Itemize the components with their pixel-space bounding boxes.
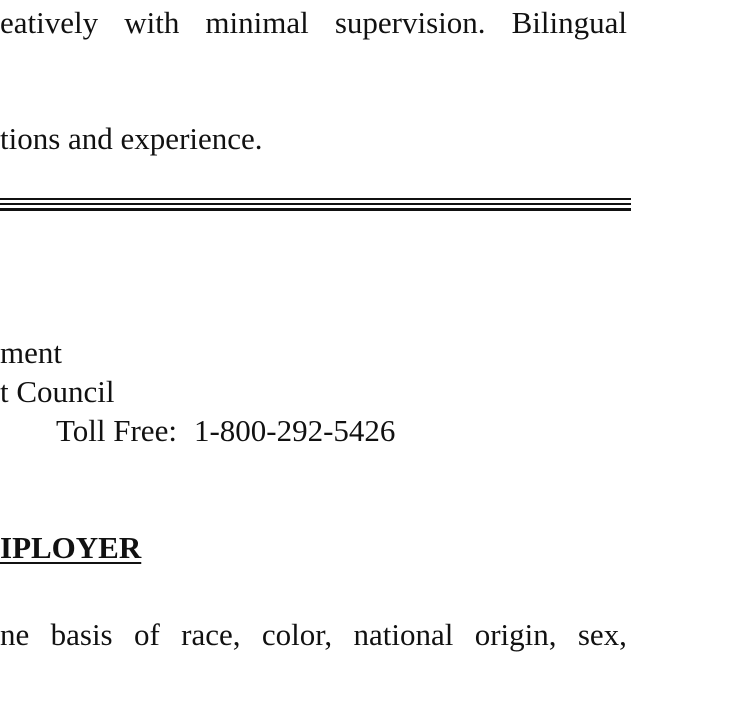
- word: of: [133, 617, 160, 652]
- word: national: [353, 617, 454, 652]
- word: with: [124, 5, 180, 40]
- toll-free-label: Toll Free:: [56, 413, 177, 448]
- word: eatively: [0, 5, 99, 40]
- triple-rule-middle: [0, 203, 631, 205]
- word: supervision.: [334, 5, 486, 40]
- word: Bilingual: [511, 5, 627, 40]
- toll-free-number: 1-800-292-5426: [193, 413, 396, 448]
- triple-rule-top: [0, 198, 631, 200]
- paragraph-line: [0, 617, 627, 653]
- triple-rule-bottom: [0, 208, 631, 211]
- toll-free-line: [56, 413, 395, 449]
- paragraph-line-end: tions and experience.: [0, 121, 263, 156]
- word: origin,: [474, 617, 557, 652]
- word: race,: [181, 617, 241, 652]
- word: ne: [0, 617, 30, 652]
- word: minimal: [205, 5, 309, 40]
- contact-line-department: ment: [0, 335, 62, 370]
- word: sex,: [577, 617, 627, 652]
- paragraph-line: [0, 5, 627, 41]
- word: basis: [50, 617, 113, 652]
- contact-line-council: t Council: [0, 374, 115, 409]
- section-heading: IPLOYER: [0, 530, 142, 565]
- word: color,: [261, 617, 333, 652]
